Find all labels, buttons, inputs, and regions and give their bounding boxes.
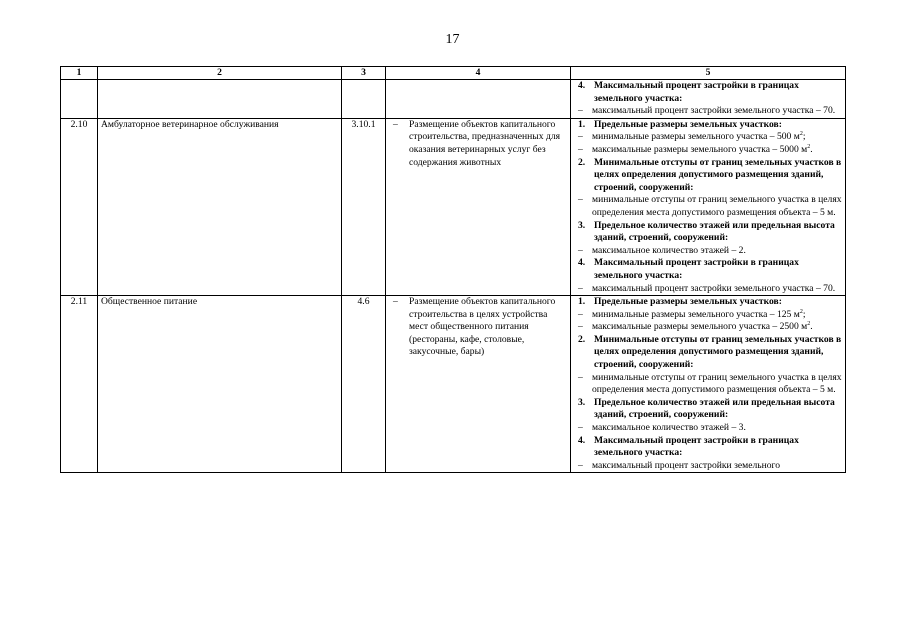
parameter-value-tail: . <box>810 143 813 155</box>
description-text: Размещение объектов капитального строительства, предназначенных для оказания ветеринарных услуг без содержания животных <box>409 118 561 168</box>
parameter-number: 4. <box>578 80 586 91</box>
dash-marker: – <box>578 282 583 294</box>
zoning-regulations-table <box>60 66 846 473</box>
parameters-cell <box>571 296 846 473</box>
dash-marker: – <box>578 459 583 471</box>
parameter-value-main: максимальное количество этажей – 3. <box>592 422 746 434</box>
dash-marker: – <box>393 118 398 130</box>
use-description-cell <box>386 118 571 295</box>
dash-marker: – <box>578 131 583 143</box>
parameter-heading <box>574 334 842 372</box>
use-name-cell: Общественное питание <box>98 296 342 473</box>
header-col-1: 1 <box>61 67 98 80</box>
parameter-value-text <box>592 309 842 322</box>
description-text: Размещение объектов капитального строительства в целях устройства мест общественного питания (рестораны, кафе, столовые, закусочные, бары) <box>409 296 556 358</box>
use-name-cell <box>98 80 342 119</box>
table-header <box>61 67 846 80</box>
row-number-cell <box>61 80 98 119</box>
description-item <box>389 296 567 359</box>
parameter-heading-text: Предельное количество этажей или предельная высота зданий, строений, сооружений: <box>594 219 835 244</box>
parameter-value-main: минимальные отступы от границ земельного участка в целях определения места допустимого размещения объекта – 5 м. <box>592 371 842 396</box>
superscript: 2 <box>807 321 811 328</box>
table-row <box>61 118 846 295</box>
superscript: 2 <box>799 308 803 315</box>
parameter-value-main: минимальные размеры земельного участка – 500 м <box>592 131 800 143</box>
parameter-value-text <box>592 460 842 473</box>
parameter-value-text <box>592 131 842 144</box>
superscript: 2 <box>807 143 811 150</box>
parameter-value-text <box>592 372 842 397</box>
parameter-value-text <box>592 105 842 118</box>
parameter-heading <box>574 435 842 460</box>
parameter-value-tail: ; <box>802 308 806 320</box>
parameter-value-tail: ; <box>802 131 806 143</box>
dash-marker: – <box>578 244 583 256</box>
parameter-value <box>574 309 842 322</box>
parameter-value-main: максимальное количество этажей – 2. <box>592 244 746 256</box>
parameter-value-text <box>592 422 842 435</box>
table-row <box>61 80 846 119</box>
header-col-3: 3 <box>342 67 386 80</box>
parameter-number: 1. <box>578 296 586 308</box>
description-item <box>389 119 567 169</box>
parameter-value-text <box>592 144 842 157</box>
dash-marker: – <box>578 371 583 383</box>
superscript: 2 <box>799 131 803 138</box>
use-code-cell <box>342 80 386 119</box>
parameter-heading-text: Минимальные отступы от границ земельных участков в целях определения допустимого размещения зданий, строений, сооружений: <box>594 333 842 371</box>
parameter-heading <box>574 119 842 132</box>
parameter-value <box>574 321 842 334</box>
table-body <box>61 80 846 473</box>
parameter-heading <box>574 220 842 245</box>
parameter-value <box>574 194 842 219</box>
parameters-cell <box>571 118 846 295</box>
parameter-value <box>574 460 842 473</box>
parameter-value <box>574 245 842 258</box>
parameter-heading <box>574 397 842 422</box>
parameter-number: 2. <box>578 333 586 345</box>
parameter-heading <box>574 257 842 282</box>
row-number-cell: 2.10 <box>61 118 98 295</box>
parameter-number: 1. <box>578 118 586 130</box>
parameter-number: 2. <box>578 156 586 168</box>
use-code-cell: 4.6 <box>342 296 386 473</box>
parameter-value <box>574 131 842 144</box>
parameter-value <box>574 422 842 435</box>
use-code-cell: 3.10.1 <box>342 118 386 295</box>
parameter-value-main: максимальный процент застройки земельного участка – 70. <box>592 282 836 294</box>
parameter-heading-text: Предельное количество этажей или предельная высота зданий, строений, сооружений: <box>594 396 835 421</box>
use-description-cell <box>386 296 571 473</box>
dash-marker: – <box>578 308 583 320</box>
parameter-value-main: минимальные отступы от границ земельного участка в целях определения места допустимого размещения объекта – 5 м. <box>592 194 842 218</box>
parameter-value <box>574 105 842 118</box>
parameter-value-text <box>592 321 842 334</box>
parameter-value-main: максимальные размеры земельного участка – 5000 м <box>592 143 808 155</box>
parameter-value-main: минимальные размеры земельного участка – 125 м <box>592 308 800 320</box>
dash-marker: – <box>393 296 398 308</box>
parameter-heading-text: Минимальные отступы от границ земельных участков в целях определения допустимого размещения зданий, строений, сооружений: <box>594 156 842 193</box>
parameter-heading-text: Предельные размеры земельных участков: <box>594 296 782 308</box>
parameter-heading <box>574 296 842 309</box>
page-number: 17 <box>445 32 460 47</box>
parameter-value-main: максимальный процент застройки земельного <box>592 459 781 471</box>
parameter-heading-text: Предельные размеры земельных участков: <box>594 118 782 130</box>
parameter-heading <box>574 157 842 195</box>
header-row <box>61 67 846 80</box>
dash-marker: – <box>578 194 583 206</box>
header-col-4: 4 <box>386 67 571 80</box>
parameter-heading-text: Максимальный процент застройки в границах земельного участка: <box>594 257 799 281</box>
parameter-number: 4. <box>578 257 586 269</box>
row-number-cell: 2.11 <box>61 296 98 473</box>
parameter-number: 4. <box>578 434 586 446</box>
table-row <box>61 296 846 473</box>
parameter-heading-text: Максимальный процент застройки в границах земельного участка: <box>594 434 799 459</box>
use-name-cell: Амбулаторное ветеринарное обслуживания <box>98 118 342 295</box>
dash-marker: – <box>578 143 583 155</box>
parameter-value-text <box>592 194 842 219</box>
parameter-value <box>574 372 842 397</box>
parameter-value <box>574 283 842 296</box>
header-col-5: 5 <box>571 67 846 80</box>
parameter-heading <box>574 80 842 105</box>
use-description-cell <box>386 80 571 119</box>
parameter-value-main: максимальные размеры земельного участка – 2500 м <box>592 321 808 333</box>
parameter-number: 3. <box>578 396 586 408</box>
parameter-heading-text: Максимальный процент застройки в границах земельного участка: <box>594 80 799 104</box>
parameter-value-text <box>592 245 842 258</box>
parameter-value-tail: . <box>810 321 813 333</box>
dash-marker: – <box>578 321 583 333</box>
dash-marker: – <box>578 422 583 434</box>
parameter-value-text <box>592 283 842 296</box>
parameters-cell <box>571 80 846 119</box>
parameter-number: 3. <box>578 219 586 231</box>
parameter-value-main: максимальный процент застройки земельного участка – 70. <box>592 105 836 117</box>
header-col-2: 2 <box>98 67 342 80</box>
dash-marker: – <box>578 105 583 117</box>
parameter-value <box>574 144 842 157</box>
